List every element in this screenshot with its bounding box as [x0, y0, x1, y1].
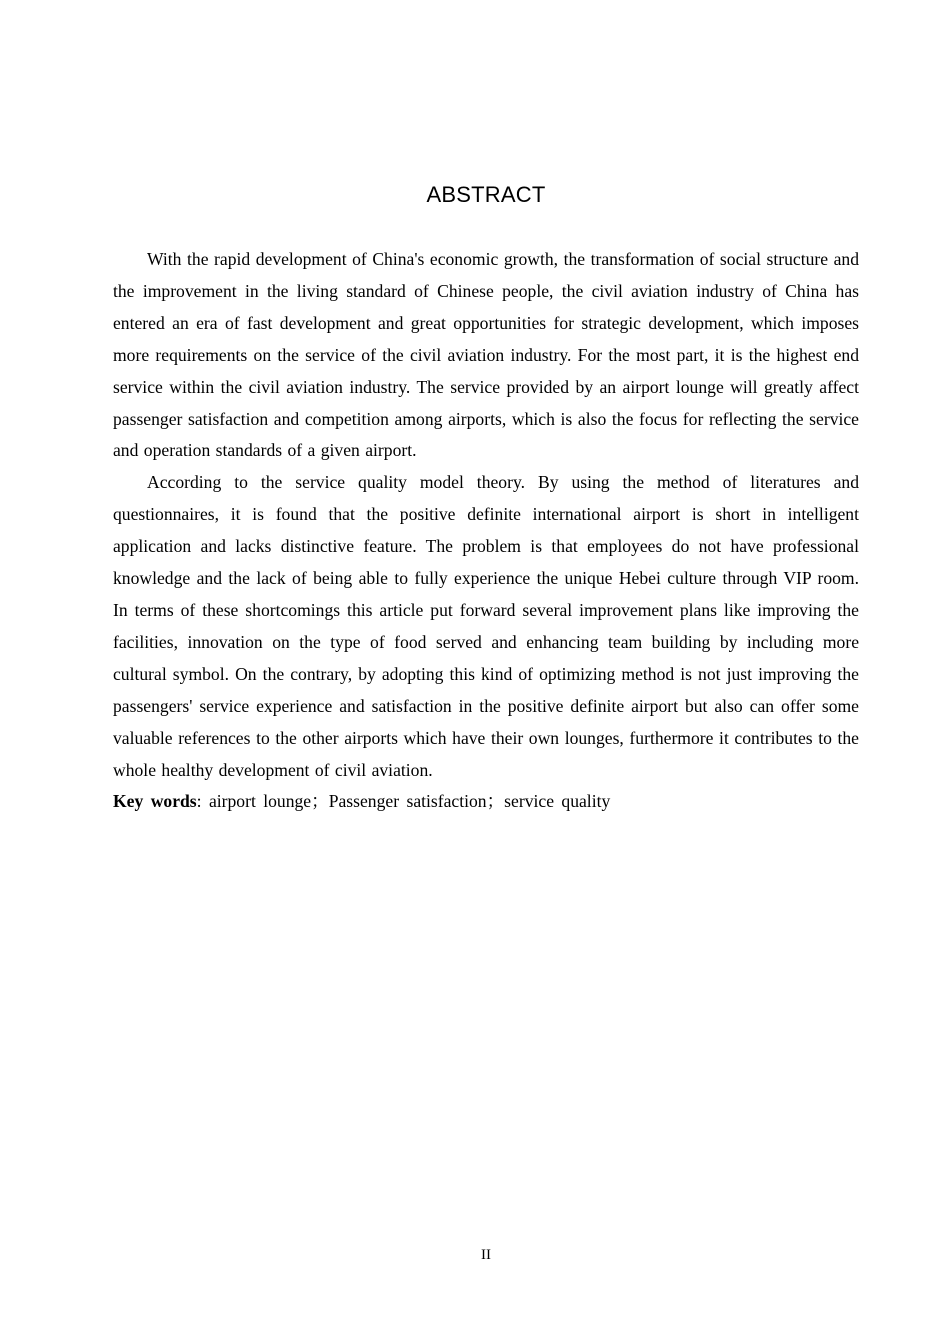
- abstract-paragraph-1: With the rapid development of China's economic growth, the transformation of social structure and the improvement in the living standard of Chinese people, the civil aviation industry of China has entered an era of fast development and great opportunities for strategic development, which imposes more requirements on the service of the civil aviation industry. For the most part, it is the highest end service within the civil aviation industry. The service provided by an airport lounge will greatly affect passenger satisfaction and competition among airports, which is also the focus for reflecting the service and operation standards of a given airport.: [113, 249, 859, 461]
- abstract-paragraph-2: According to the service quality model theory. By using the method of literatures and questionnaires, it is found that the positive definite international airport is short in intelligent application and lacks distinctive feature. The problem is that employees do not have professional knowledge and the lack of being able to fully experience the unique Hebei culture through VIP room. In terms of these shortcomings this article put forward several improvement plans like improving the facilities, innovation on the type of food served and enhancing team building by including more cultural symbol. On the contrary, by adopting this kind of optimizing method is not just improving the passengers' service experience and satisfaction in the positive definite airport but also can offer some valuable references to the other airports which have their own lounges, furthermore it contributes to the whole healthy development of civil aviation.: [113, 472, 859, 780]
- keywords-line: [113, 786, 859, 818]
- abstract-body: [113, 244, 859, 818]
- abstract-title: ABSTRACT: [426, 182, 546, 207]
- page-number: II: [481, 1247, 491, 1263]
- keywords-separator: :: [196, 791, 209, 812]
- keywords-items: airport lounge；Passenger satisfaction；service quality: [208, 791, 611, 812]
- keywords-label: Key words: [113, 791, 197, 812]
